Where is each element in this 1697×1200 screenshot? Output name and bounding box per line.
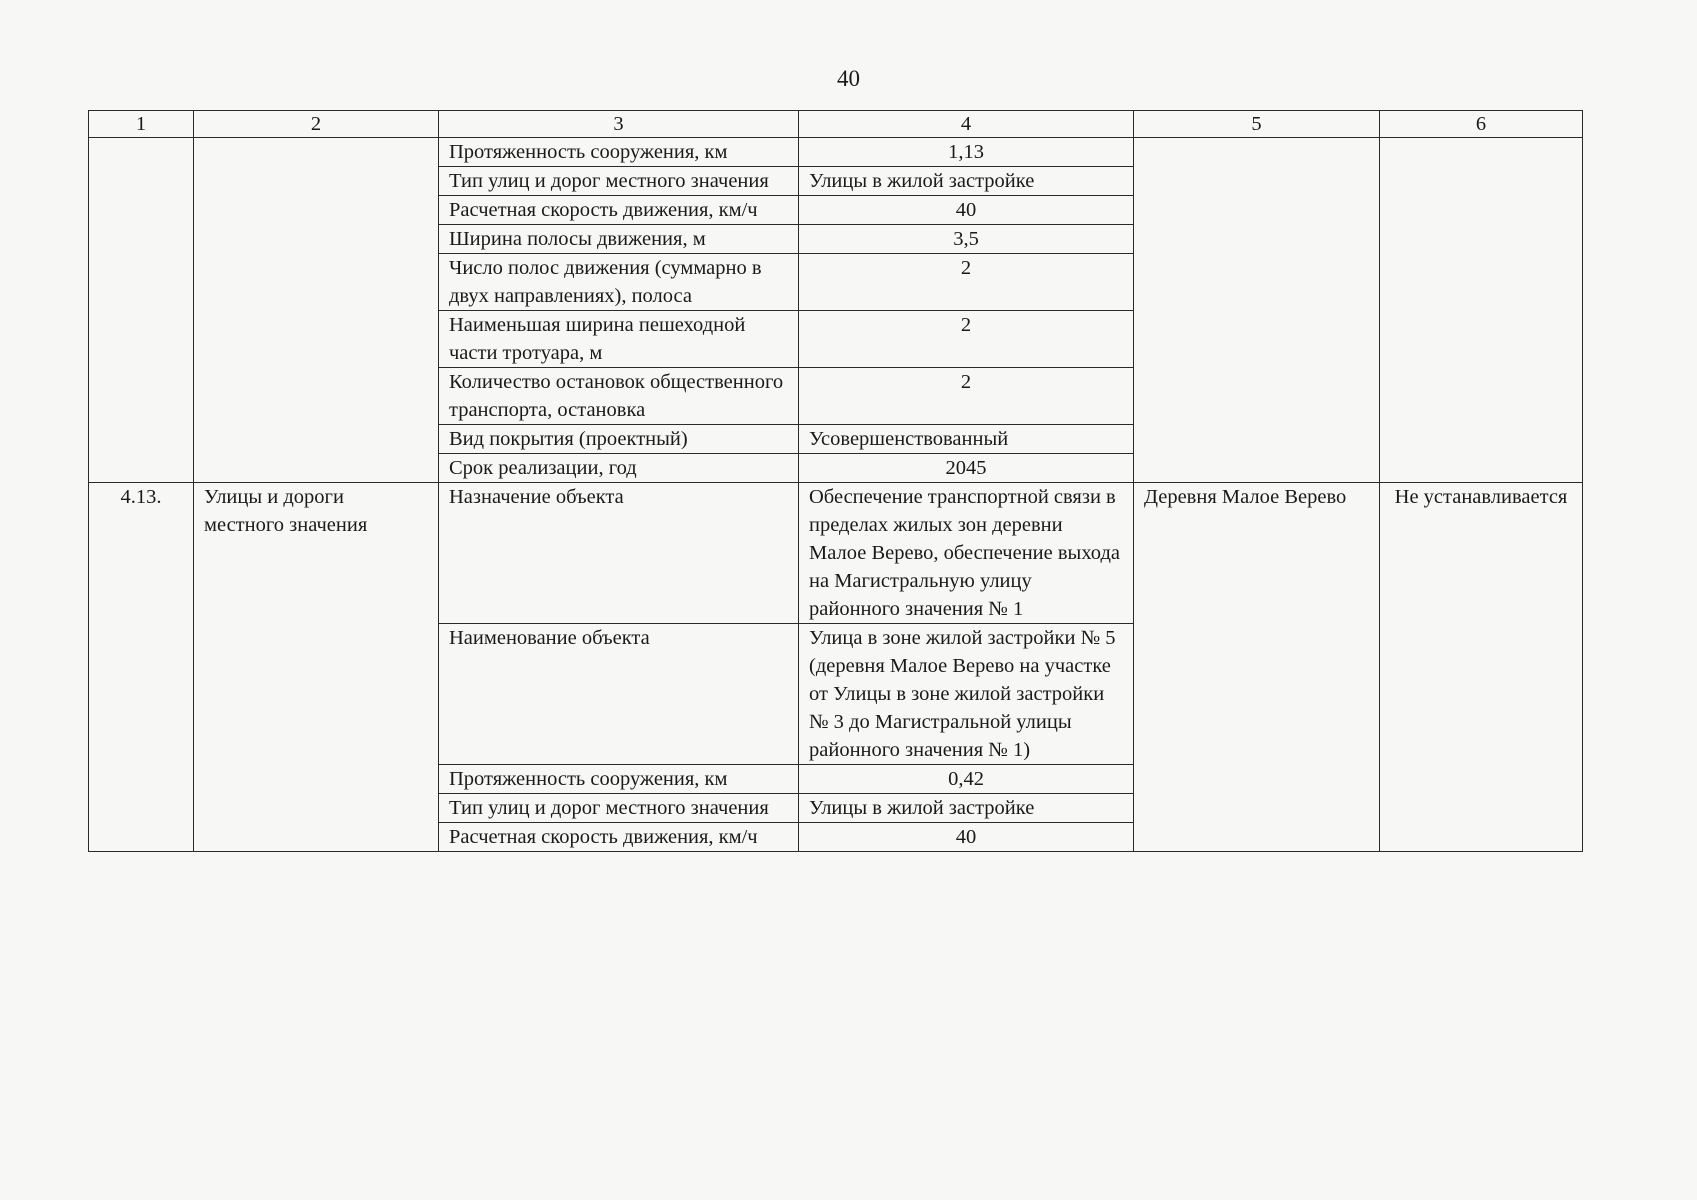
param-value: 2: [799, 368, 1134, 425]
param-name: Расчетная скорость движения, км/ч: [439, 823, 799, 852]
block1-location-cell: [1134, 138, 1380, 483]
header-cell-2: 2: [194, 111, 439, 138]
param-value: Усовершенствованный: [799, 425, 1134, 454]
param-name: Наименьшая ширина пешеходной части тротуара, м: [439, 311, 799, 368]
param-value: 2: [799, 254, 1134, 311]
param-name: Ширина полосы движения, м: [439, 225, 799, 254]
table-row: [89, 483, 1583, 624]
location: Деревня Малое Верево: [1134, 483, 1380, 852]
table-row: [89, 138, 1583, 167]
param-name: Число полос движения (суммарно в двух направлениях), полоса: [439, 254, 799, 311]
item-number: 4.13.: [89, 483, 194, 852]
param-value: Улицы в жилой застройке: [799, 167, 1134, 196]
param-name: Срок реализации, год: [439, 454, 799, 483]
param-value: 2045: [799, 454, 1134, 483]
param-value: Улицы в жилой застройке: [799, 794, 1134, 823]
object-type: Улицы и дороги местного значения: [194, 483, 439, 852]
block1-number-cell: [89, 138, 194, 483]
header-row: [89, 111, 1583, 138]
param-value: 40: [799, 823, 1134, 852]
param-name: Количество остановок общественного транспорта, остановка: [439, 368, 799, 425]
zone: Не устанавливается: [1380, 483, 1583, 852]
param-name: Тип улиц и дорог местного значения: [439, 167, 799, 196]
header-cell-1: 1: [89, 111, 194, 138]
document-table: [88, 110, 1583, 852]
param-value: 2: [799, 311, 1134, 368]
block1-zone-cell: [1380, 138, 1583, 483]
header-cell-4: 4: [799, 111, 1134, 138]
param-value: 1,13: [799, 138, 1134, 167]
page-number: 40: [837, 66, 860, 91]
param-value: 3,5: [799, 225, 1134, 254]
header-cell-6: 6: [1380, 111, 1583, 138]
header-cell-3: 3: [439, 111, 799, 138]
param-value: Обеспечение транспортной связи в пределах жилых зон деревни Малое Верево, обеспечение выхода на Магистральную улицу районного значения № 1: [799, 483, 1134, 624]
param-value: 40: [799, 196, 1134, 225]
param-name: Протяженность сооружения, км: [439, 765, 799, 794]
param-name: Вид покрытия (проектный): [439, 425, 799, 454]
param-name: Наименование объекта: [439, 624, 799, 765]
param-name: Назначение объекта: [439, 483, 799, 624]
param-name: Расчетная скорость движения, км/ч: [439, 196, 799, 225]
param-value: Улица в зоне жилой застройки № 5 (деревня Малое Верево на участке от Улицы в зоне жилой застройки № 3 до Магистральной улицы районного значения № 1): [799, 624, 1134, 765]
header-cell-5: 5: [1134, 111, 1380, 138]
param-name: Тип улиц и дорог местного значения: [439, 794, 799, 823]
block1-type-cell: [194, 138, 439, 483]
param-value: 0,42: [799, 765, 1134, 794]
param-name: Протяженность сооружения, км: [439, 138, 799, 167]
